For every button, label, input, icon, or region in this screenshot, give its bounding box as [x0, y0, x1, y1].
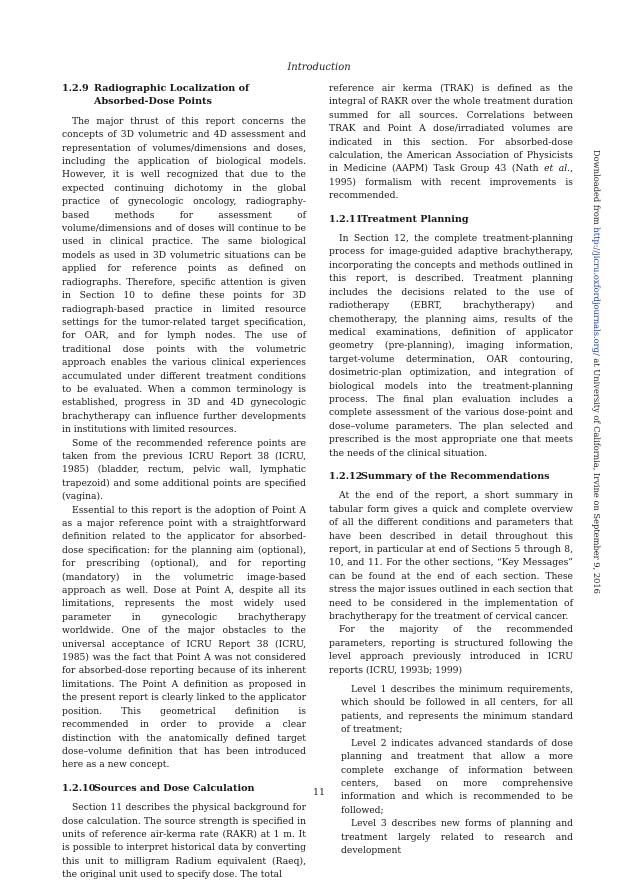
section-number: 1.2.9: [62, 83, 89, 94]
section-heading-1-2-9: [62, 82, 306, 109]
running-header: Introduction: [287, 62, 351, 73]
paragraph: At the end of the report, a short summary in tabular form gives a quick and complete overview of all the different conditions and parameters that have been described in detail throughout this report, in particular at end of Sections 5 through 8, 10, and 11. For the other sections, “Key Messages” can be found at the end of each section. These stress the major issues outlined in each section that need to be considered in the implementation of brachytherapy for the treatment of cervical cancer.: [329, 490, 573, 623]
download-suffix: at University of California, Irvine on September 9, 2016: [592, 355, 602, 594]
section-title: Treatment Planning: [361, 213, 469, 225]
journal-link[interactable]: http://jicru.oxfordjournals.org/: [592, 227, 602, 356]
paragraph: Some of the recommended reference points are taken from the previous ICRU Report 38 (ICRU, 1985) (bladder, rectum, pelvic wall, lymphatic trapezoid) and some additional points are specified (vagina).: [62, 437, 306, 503]
paragraph-continuation: [329, 82, 573, 203]
right-column: [329, 82, 573, 857]
section-heading-1-2-12: [329, 470, 573, 483]
page-number: 11: [312, 787, 326, 798]
left-column: [62, 82, 306, 882]
level-item: Level 3 describes new forms of planning and treatment largely related to research and development: [341, 818, 573, 856]
section-title: Sources and Dose Calculation: [94, 782, 255, 794]
section-number: 1.2.11: [329, 213, 363, 225]
section-number: 1.2.12: [329, 470, 363, 482]
section-title: Summary of the Recommendations: [361, 470, 550, 482]
section-title: Radiographic Localization of Absorbed-Dose Points: [94, 83, 250, 108]
level-item: Level 1 describes the minimum requirements, which should be followed in all centers, for all patients, and represents the minimum standard of treatment;: [341, 684, 573, 736]
download-notice: [588, 150, 602, 670]
paragraph: In Section 12, the complete treatment-planning process for image-guided adaptive brachytherapy, incorporating the concepts and methods outlined in this report, is described. Treatment planning includes the decisions related to the use of radiotherapy (EBRT, brachytherapy) and chemotherapy, the planning aims, results of the medical examinations, definition of applicator geometry (pre-planning), imaging information, target-volume determination, OAR contouring, dosimetric-plan optimization, and integration of biological models into the treatment-planning process. The final plan evaluation includes a complete assessment of the various dose-point and dose–volume parameters. The plan selected and prescribed is the most appropriate one that meets the needs of the clinical situation.: [329, 233, 573, 459]
text-run: reference air kerma (TRAK) is defined as the integral of RAKR over the whole treatment duration summed for all sources. Correlations between TRAK and Point A dose/irradiated volumes are indicated in this section. For absorbed-dose calculation, the American Association of Physicists in Medicine (AAPM) Task Group 43 (Nath: [329, 83, 573, 175]
level-item: Level 2 indicates advanced standards of dose planning and treatment that allow a more complete exchange of information between centers, based on more comprehensive information and which is recommended to be followed;: [341, 737, 573, 816]
download-prefix: Downloaded from: [592, 150, 602, 228]
italic-text-run: et al.: [544, 163, 571, 175]
text-run: , 1995) formalism with recent improvements is recommended.: [329, 163, 573, 202]
paragraph: Section 11 describes the physical background for dose calculation. The source strength is specified in units of reference air-kerma rate (RAKR) at 1 m. It is possible to interpret historical data by converting this unit to milligram Radium equivalent (Raeq), the original unit used to specify dose. The total: [62, 802, 306, 881]
section-heading-1-2-11: [329, 213, 573, 226]
paragraph: The major thrust of this report concerns the concepts of 3D volumetric and 4D assessment and representation of volumes/dimensions and doses, including the application of biological models. However, it is well recognized that due to the expected continuing dichotomy in the global practice of gynecologic oncology, radiography-based methods for assessment of volume/dimensions and of doses will continue to be used in clinical practice. The same biological models as used in 3D volumetric situations can be applied for reference points as defined on radiographs. Therefore, specific attention is given in Section 10 to define these points for 3D radiograph-based practice in limited resource settings for the tumor-related target specification, for OAR, and for lymph nodes. The use of traditional dose points with the volumetric approach enables the various clinical experiences accumulated under different treatment conditions to be evaluated. When a common terminology is established, progress in 3D and 4D gynecologic brachytherapy can influence further developments in institutions with limited resources.: [62, 115, 306, 436]
paragraph: For the majority of the recommended parameters, reporting is structured following the level approach previously introduced in ICRU reports (ICRU, 1993b; 1999): [329, 624, 573, 676]
section-number: 1.2.10: [62, 782, 96, 794]
paragraph: Essential to this report is the adoption of Point A as a major reference point with a straightforward definition related to the applicator for absorbed-dose specification: for the planning aim (optional), for prescribing (optional), and for reporting (mandatory) in the volumetric image-based approach as well. Dose at Point A, despite all its limitations, represents the most widely used parameter in gynecologic brachytherapy worldwide. One of the major obstacles to the universal acceptance of ICRU Report 38 (ICRU, 1985) was the fact that Point A was not considered for absorbed-dose reporting because of its inherent limitations. The Point A definition as proposed in the present report is clearly linked to the applicator position. This geometrical definition is recommended in order to provide a clear distinction with the anatomically defined target dose–volume definition that has been introduced here as a new concept.: [62, 504, 306, 771]
